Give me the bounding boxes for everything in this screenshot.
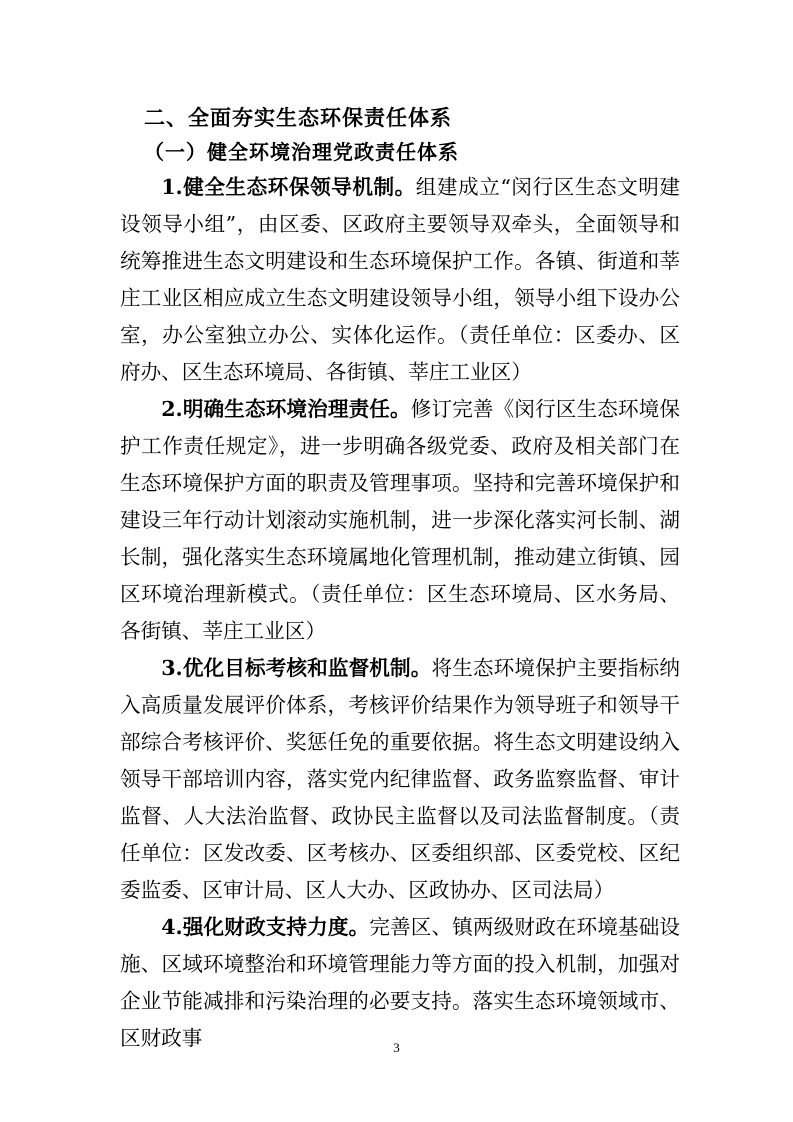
paragraph-3 — [120, 650, 680, 909]
paragraph-2-lead: 2.明确生态环境治理责任。 — [161, 397, 411, 421]
paragraph-2-body: 修订完善《闵行区生态环境保护工作责任规定》，进一步明确各级党委、政府及相关部门在生态环境保护方面的职责及管理事项。坚持和完善环境保护和建设三年行动计划滚动实施机制，进一步深化落实河长制、湖长制，强化落实生态环境属地化管理机制，推动建立街镇、园区环境治理新模式。（责任单位：区生态环境局、区水务局、各街镇、莘庄工业区） — [120, 397, 680, 643]
paragraph-1-lead: 1.健全生态环保领导机制。 — [161, 175, 416, 199]
paragraph-1 — [120, 169, 680, 391]
page-number: 3 — [393, 1040, 400, 1055]
paragraph-4-lead: 4.强化财政支持力度。 — [161, 915, 370, 939]
paragraph-3-body: 将生态环境保护主要指标纳入高质量发展评价体系，考核评价结果作为领导班子和领导干部综合考核评价、奖惩任免的重要依据。将生态文明建设纳入领导干部培训内容，落实党内纪律监督、政务监察监督、审计监督、人大法治监督、政协民主监督以及司法监督制度。（责任单位：区发改委、区考核办、区委组织部、区委党校、区纪委监委、区审计局、区人大办、区政协办、区司法局） — [120, 656, 680, 902]
section-heading: 二、全面夯实生态环保责任体系 — [144, 106, 452, 130]
paragraph-1-body: 组建成立“闵行区生态文明建设领导小组”，由区委、区政府主要领导双牵头，全面领导和统筹推进生态文明建设和生态环境保护工作。各镇、街道和莘庄工业区相应成立生态文明建设领导小组，领导小组下设办公室，办公室独立办公、实体化运作。（责任单位：区委办、区府办、区生态环境局、各街镇、莘庄工业区） — [120, 175, 680, 384]
document-body — [120, 101, 680, 1057]
subsection-heading: （一）健全环境治理党政责任体系 — [144, 140, 459, 164]
paragraph-3-lead: 3.优化目标考核和监督机制。 — [161, 656, 432, 680]
paragraph-4-body: 完善区、镇两级财政在环境基础设施、区域环境整治和环境管理能力等方面的投入机制，加强对企业节能减排和污染治理的必要支持。落实生态环境领域市、区财政事 — [120, 915, 681, 1050]
paragraph-4 — [120, 909, 680, 1057]
paragraph-2 — [120, 391, 680, 650]
